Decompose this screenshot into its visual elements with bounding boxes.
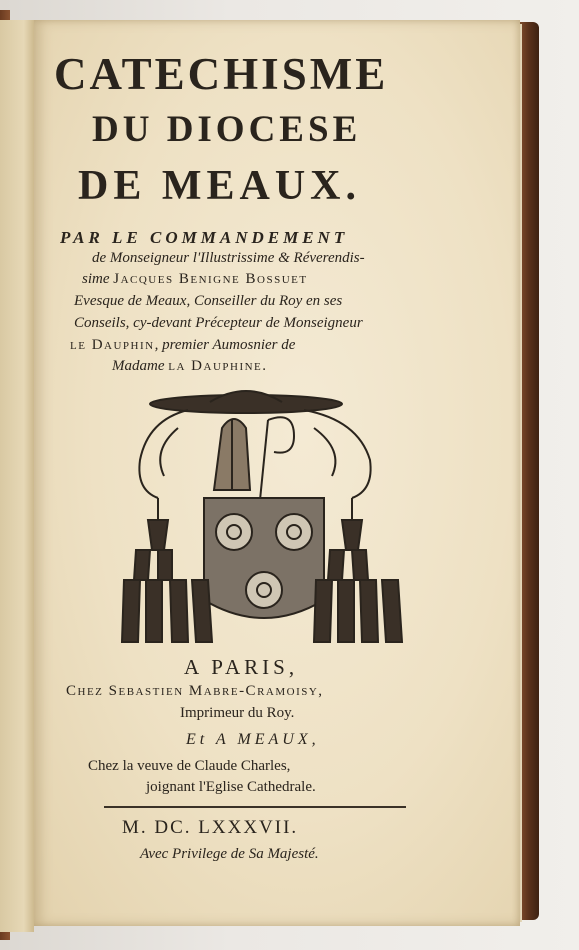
title-line-1: CATECHISME bbox=[54, 49, 389, 99]
imprint-printer-role: Imprimeur du Roy. bbox=[180, 705, 295, 721]
commission-line-5: Conseils, cy-devant Précepteur de Monseigneur bbox=[74, 315, 363, 331]
commission-line-1: PAR LE COMMANDEMENT bbox=[60, 228, 349, 247]
commission-line-6-rest: , premier Aumosnier de bbox=[154, 337, 296, 353]
commission-line-3 bbox=[82, 271, 308, 288]
imprint-privilege: Avec Privilege de Sa Majesté. bbox=[140, 846, 319, 862]
left-page-edge bbox=[0, 20, 34, 932]
imprint-printer: Chez Sebastien Mabre-Cramoisy, bbox=[66, 683, 324, 699]
imprint-printer-2: Chez la veuve de Claude Charles, bbox=[88, 758, 291, 774]
commission-line-7 bbox=[112, 358, 268, 375]
dauphine-name: la Dauphine. bbox=[168, 358, 268, 374]
commission-line-4: Evesque de Meaux, Conseiller du Roy en ses bbox=[74, 293, 343, 309]
imprint-year: M. DC. LXXXVII. bbox=[122, 817, 299, 838]
dauphin-name: le Dauphin bbox=[70, 337, 155, 353]
episcopal-coat-of-arms-icon bbox=[118, 380, 408, 650]
imprint-printer-2-location: joignant l'Eglise Cathedrale. bbox=[146, 779, 316, 795]
imprint-city: A PARIS, bbox=[184, 655, 299, 679]
commission-line-6 bbox=[70, 337, 295, 354]
commission-line-3-prefix: sime bbox=[82, 271, 110, 287]
author-name: Jacques Benigne Bossuet bbox=[113, 271, 308, 287]
imprint-city-2: Et A MEAUX, bbox=[186, 731, 320, 748]
imprint-rule bbox=[104, 806, 406, 808]
commission-line-7-prefix: Madame bbox=[112, 358, 165, 374]
title-line-3: DE MEAUX. bbox=[78, 163, 361, 209]
commission-line-2: de Monseigneur l'Illustrissime & Réverendis- bbox=[92, 250, 365, 266]
title-line-2: DU DIOCESE bbox=[92, 109, 362, 150]
